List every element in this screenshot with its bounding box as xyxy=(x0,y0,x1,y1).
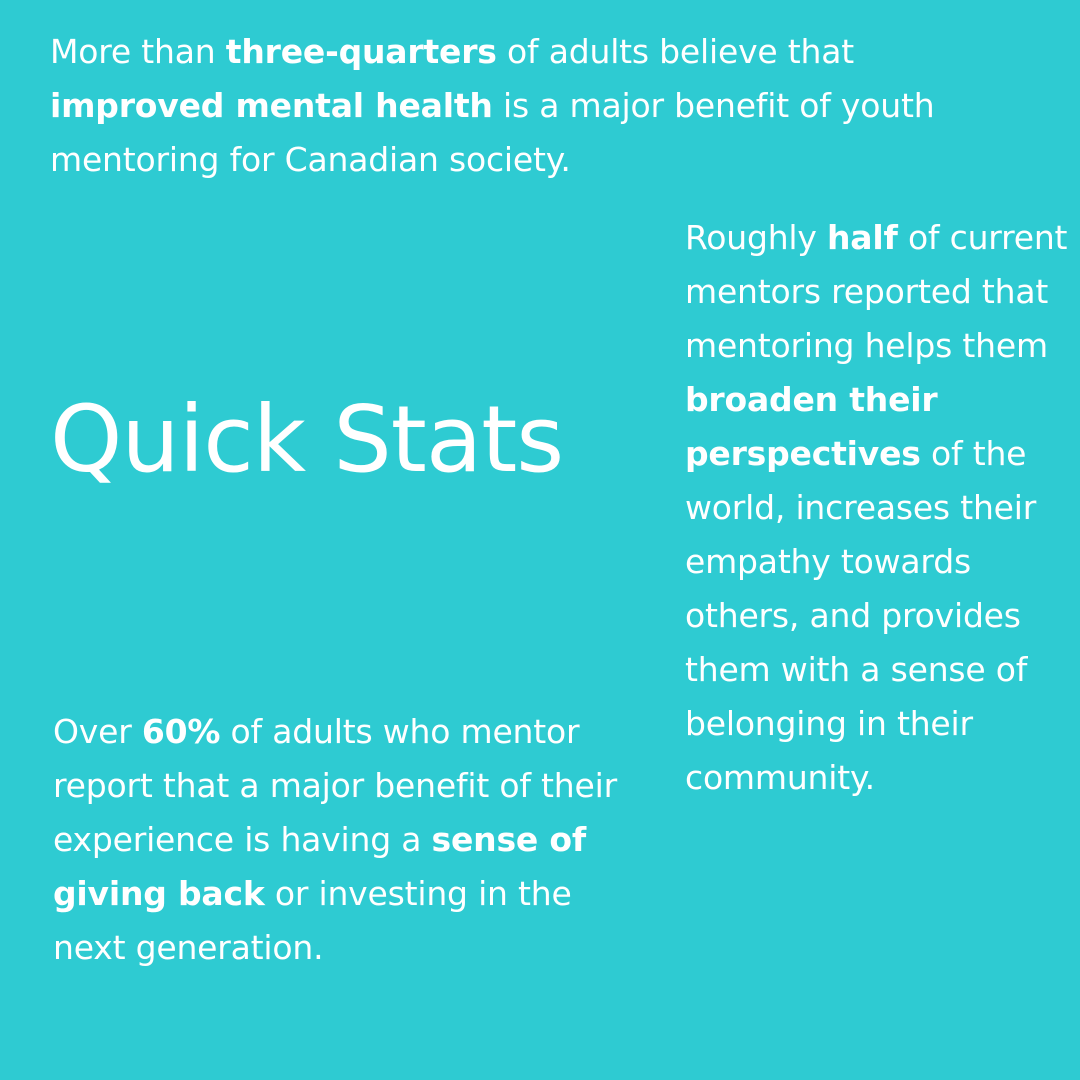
stat-text: of adults who mentor report that a major benefit of their experience is having a xyxy=(53,712,617,859)
stat-broaden-perspectives xyxy=(685,211,1075,805)
stat-text: of adults believe that xyxy=(496,32,855,71)
stat-text: More than xyxy=(50,32,226,71)
stat-highlight: 60% xyxy=(141,712,221,751)
stat-text: or investing in the next generation. xyxy=(53,874,572,967)
stat-text: Over xyxy=(53,712,142,751)
stat-highlight: sense of giving back xyxy=(53,820,587,913)
page-title: Quick Stats xyxy=(50,386,564,493)
stat-text: of the world, increases their empathy towards others, and provides them with a sense of belonging in their community. xyxy=(685,434,1037,797)
stat-giving-back xyxy=(53,705,653,975)
stat-text: is a major benefit of youth mentoring for Canadian society. xyxy=(50,86,935,179)
stat-highlight: improved mental health xyxy=(50,86,493,125)
stat-highlight: broaden their perspectives xyxy=(685,380,938,473)
stat-text: of current mentors reported that mentoring helps them xyxy=(685,218,1068,365)
stat-mental-health xyxy=(50,25,1050,187)
stat-highlight: three-quarters xyxy=(225,32,497,71)
stat-highlight: half xyxy=(827,218,898,257)
stat-text: Roughly xyxy=(685,218,828,257)
